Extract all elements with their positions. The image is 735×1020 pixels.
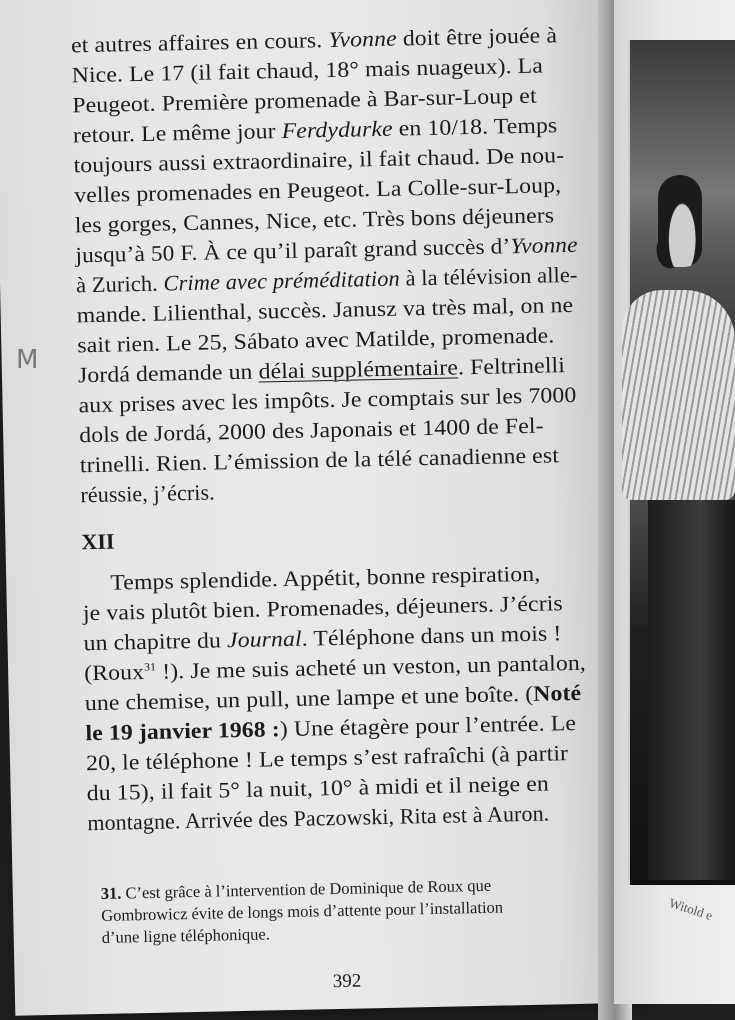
text-line: à Zurich. Crime avec préméditation à la télévision alle- bbox=[75, 261, 578, 298]
photo-figure-shirt bbox=[622, 290, 735, 500]
text-line: (Roux$^{31}$ !). Je me suis acheté un veston, un pantalon, bbox=[83, 649, 587, 686]
page-number: 392 bbox=[332, 970, 362, 993]
text-line: une chemise, un pull, une lampe et une boîte. (Noté bbox=[84, 679, 582, 716]
text-line: du 15), il fait 5° la nuit, 10° à midi et il neige en bbox=[86, 770, 550, 806]
text-line: un chapitre du Journal. Téléphone dans un mois ! bbox=[83, 620, 562, 656]
text-line: 20, le téléphone ! Le temps s’est rafraîchi (à partir bbox=[85, 740, 569, 776]
text-line: le 19 janvier 1968 :) Une étagère pour l’entrée. Le bbox=[85, 709, 577, 746]
section-heading: XII bbox=[81, 528, 115, 555]
photo-caption: Witold e bbox=[667, 895, 715, 924]
photo-figure-trousers bbox=[648, 500, 735, 880]
text-line: toujours aussi extraordinaire, il fait chaud. De nou- bbox=[73, 142, 565, 178]
text-line: Jordá demande un délai supplémentaire. Feltrinelli bbox=[77, 352, 566, 388]
text-line: les gorges, Cannes, Nice, etc. Très bons déjeuners bbox=[74, 202, 555, 238]
footnote-line: 31. C’est grâce à l’intervention de Dominique de Roux que bbox=[100, 875, 492, 903]
footnote-line: d’une ligne téléphonique. bbox=[101, 924, 271, 947]
text-line: dols de Jordá, 2000 des Japonais et 1400 de Fel- bbox=[78, 412, 544, 448]
text-line: retour. Le même jour Ferdydurke en 10/18. Temps bbox=[72, 112, 558, 148]
underlined-phrase: délai supplémentaire bbox=[258, 354, 459, 384]
text-line: Nice. Le 17 (il fait chaud, 18° mais nuageux). La bbox=[71, 52, 544, 88]
text-line: Temps splendide. Appétit, bonne respiration, bbox=[110, 560, 541, 595]
text-line: jusqu’à 50 F. À ce qu’il paraît grand succès d’Yvonne bbox=[75, 231, 578, 268]
footnote-ref[interactable]: 31 bbox=[143, 661, 157, 674]
text-line: et autres affaires en cours. Yvonne doit être jouée à bbox=[70, 22, 558, 58]
photo-figure-head bbox=[658, 175, 702, 267]
footnote-line: Gombrowicz évite de longs mois d’attente pour l’installation bbox=[101, 897, 504, 925]
text-line: trinelli. Rien. L’émission de la télé canadienne est bbox=[79, 442, 560, 478]
margin-annotation: M bbox=[16, 345, 39, 375]
text-line: réussie, j’écris. bbox=[80, 479, 215, 508]
text-line: mande. Lilienthal, succès. Janusz va très mal, on ne bbox=[76, 291, 574, 328]
text-line: sait rien. Le 25, Sábato avec Matilde, promenade. bbox=[77, 322, 555, 358]
text-line: je vais plutôt bien. Promenades, déjeuners. J’écris bbox=[82, 590, 564, 626]
text-line: montagne. Arrivée des Paczowski, Rita est à Auron. bbox=[87, 800, 550, 836]
text-line: Peugeot. Première promenade à Bar-sur-Loup et bbox=[72, 82, 537, 118]
text-line: velles promenades en Peugeot. La Colle-sur-Loup, bbox=[73, 172, 562, 208]
text-line: aux prises avec les impôts. Je comptais sur les 7000 bbox=[78, 381, 577, 418]
